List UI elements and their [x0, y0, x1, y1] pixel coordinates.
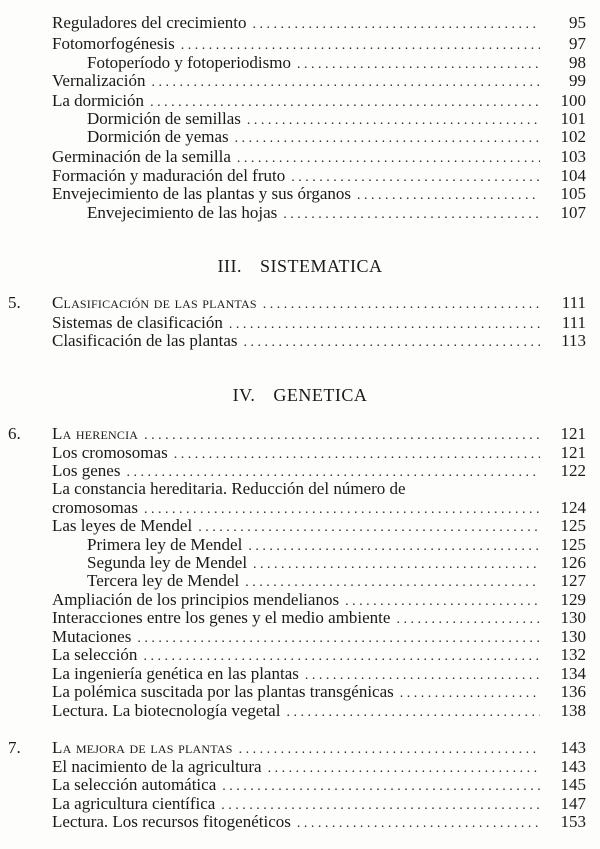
toc-entry-title: La selección: [52, 645, 138, 664]
toc-entry-page: 130: [560, 608, 586, 627]
toc-entry: [52, 644, 586, 665]
chapter-number: 6.: [8, 424, 21, 443]
toc-entry-page: 153: [560, 812, 586, 831]
toc-entry-page: 125: [560, 535, 586, 554]
toc-subentry: [87, 126, 586, 147]
toc-entry: [52, 70, 586, 91]
section-title: SISTEMATICA: [259, 256, 383, 276]
toc-entry-page: 136: [560, 682, 586, 701]
toc-entry-title: La dormición: [52, 91, 145, 110]
toc-entry-title: Dormición de yemas: [87, 127, 229, 146]
toc-entry-page: 95: [569, 13, 586, 32]
chapter-number: 7.: [8, 738, 21, 757]
toc-entry-title: Primera ley de Mendel: [87, 535, 243, 554]
toc-entry-title: Lectura. La biotecnología vegetal: [52, 701, 281, 720]
toc-entry: [52, 774, 586, 795]
toc-entry-title: Dormición de semillas: [87, 109, 241, 128]
chapter-entry: [8, 737, 586, 758]
toc-entry-page: 98: [569, 53, 586, 72]
toc-entry-title: La constancia hereditaria. Reducción del número de: [52, 479, 406, 498]
section-number: IV.: [232, 385, 256, 405]
toc-entry-page: 97: [569, 34, 586, 53]
toc-entry-title: Clasificación de las plantas: [52, 293, 257, 312]
chapter-entry: [8, 423, 586, 444]
toc-entry-title: Segunda ley de Mendel: [87, 553, 248, 572]
toc-entry-title: Las leyes de Mendel: [52, 516, 193, 535]
toc-entry-line1: [52, 478, 544, 499]
toc-entry-page: 107: [560, 203, 586, 222]
toc-entry-title: Interacciones entre los genes y el medio ambiente: [52, 608, 391, 627]
toc-entry-title: Fotomorfogénesis: [52, 34, 175, 53]
toc-entry-page: 121: [560, 424, 586, 443]
toc-entry-title: Clasificación de las plantas: [52, 331, 238, 350]
toc-entry-page: 143: [560, 757, 586, 776]
toc-entry: [52, 33, 586, 54]
toc-entry-title: La mejora de las plantas: [52, 738, 233, 757]
section-heading: [0, 385, 600, 406]
toc-entry-page: 101: [560, 109, 586, 128]
toc-entry-page: 127: [560, 571, 586, 590]
toc-entry-title: El nacimiento de la agricultura: [52, 757, 262, 776]
toc-entry-page: 143: [560, 738, 586, 757]
toc-entry-title: Formación y maduración del fruto: [52, 166, 286, 185]
toc-entry-title: La ingeniería genética en las plantas: [52, 664, 299, 683]
toc-entry-title: Mutaciones: [52, 627, 132, 646]
toc-entry: [52, 607, 586, 628]
toc-entry-title: Vernalización: [52, 71, 146, 90]
toc-entry-page: 147: [560, 794, 586, 813]
toc-entry-title: Tercera ley de Mendel: [87, 571, 240, 590]
toc-entry-title: La herencia: [52, 424, 139, 443]
toc-entry-page: 132: [560, 645, 586, 664]
toc-entry-title: La agricultura científica: [52, 794, 216, 813]
toc-entry-title: Envejecimiento de las hojas: [87, 203, 278, 222]
section-heading: [0, 256, 600, 277]
chapter-entry: [8, 292, 586, 313]
toc-entry-page: 102: [560, 127, 586, 146]
toc-entry-title: Los genes: [52, 461, 121, 480]
dot-leader: [252, 14, 540, 35]
section-number: III.: [217, 256, 242, 276]
toc-entry: [52, 183, 586, 204]
toc-subentry: [87, 570, 586, 591]
toc-entry: [52, 330, 586, 351]
toc-entry-title: Los cromosomas: [52, 443, 168, 462]
toc-entry-title: cromosomas: [52, 498, 138, 517]
toc-entry-page: 122: [560, 461, 586, 480]
toc-entry: [52, 515, 586, 536]
toc-entry: [52, 811, 586, 832]
toc-entry-page: 145: [560, 775, 586, 794]
toc-entry: [52, 146, 586, 167]
toc-entry: [52, 681, 586, 702]
dot-leader: [286, 702, 540, 723]
toc-entry-page: 130: [560, 627, 586, 646]
toc-entry-page: 104: [560, 166, 586, 185]
toc-entry-page: 111: [561, 313, 586, 332]
toc-entry-page: 105: [560, 184, 586, 203]
toc-entry-page: 100: [560, 91, 586, 110]
toc-entry-page: 99: [569, 71, 586, 90]
toc-entry-title: Fotoperíodo y fotoperiodismo: [87, 53, 291, 72]
dot-leader: [297, 813, 540, 834]
toc-entry-page: 126: [560, 553, 586, 572]
toc-entry-title: La polémica suscitada por las plantas transgénicas: [52, 682, 394, 701]
toc-entry-page: 103: [560, 147, 586, 166]
toc-subentry: [87, 202, 586, 223]
dot-leader: [244, 332, 540, 353]
toc-entry-title: Envejecimiento de las plantas y sus órganos: [52, 184, 352, 203]
toc-entry-title: Reguladores del crecimiento: [52, 13, 247, 32]
toc-entry-title: Ampliación de los principios mendelianos: [52, 590, 340, 609]
toc-entry-page: 124: [560, 498, 586, 517]
toc-entry-title: Germinación de la semilla: [52, 147, 231, 166]
toc-entry-title: La selección automática: [52, 775, 217, 794]
chapter-number: 5.: [8, 293, 21, 312]
toc-entry-title: Sistemas de clasificación: [52, 313, 223, 332]
toc-entry-page: 129: [560, 590, 586, 609]
toc-entry-title: Lectura. Los recursos fitogenéticos: [52, 812, 291, 831]
toc-entry-page: 113: [561, 331, 586, 350]
toc-entry: [52, 700, 586, 721]
dot-leader: [283, 204, 540, 225]
toc-entry-page: 125: [560, 516, 586, 535]
toc-entry-page: 121: [560, 443, 586, 462]
section-title: GENETICA: [273, 385, 368, 405]
toc-entry: [52, 12, 586, 33]
toc-entry-page: 138: [560, 701, 586, 720]
toc-entry-page: 134: [560, 664, 586, 683]
toc-entry-page: 111: [561, 293, 586, 312]
